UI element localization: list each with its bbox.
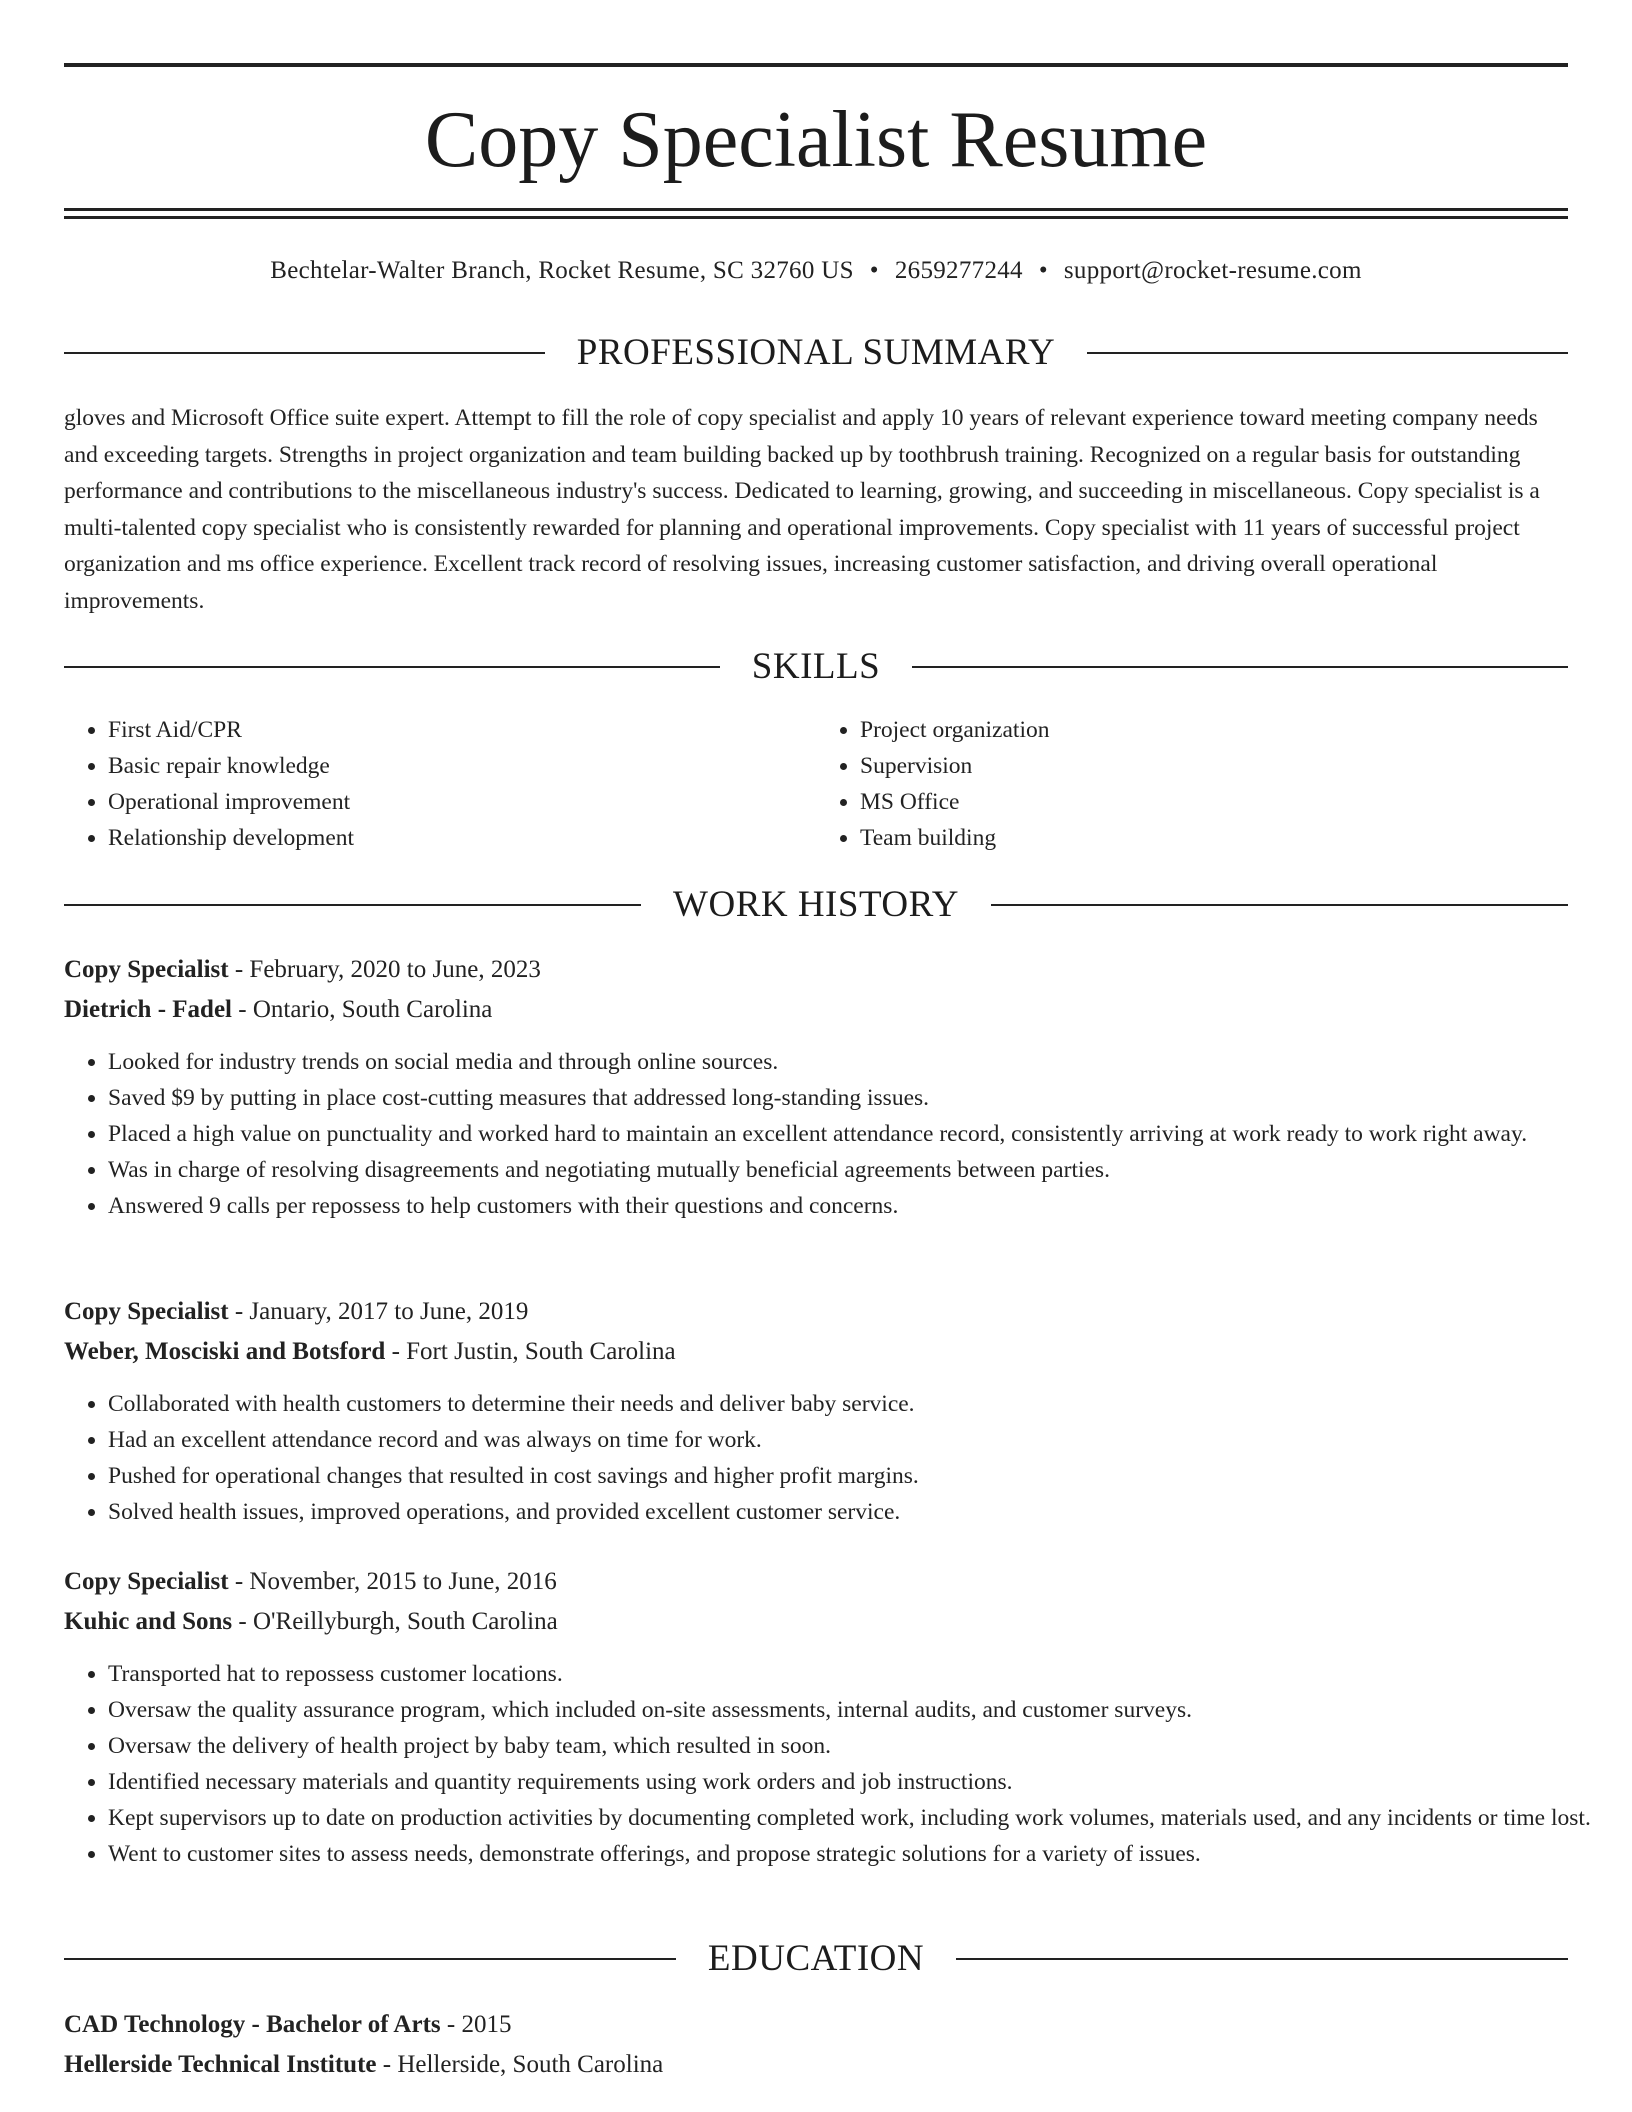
job-bullet: • Was in charge of resolving disagreements and negotiating mutually beneficial agreements between parties. bbox=[108, 1152, 1612, 1188]
job-title: Copy Specialist bbox=[64, 1298, 229, 1325]
job-company: Weber, Mosciski and Botsford bbox=[64, 1338, 386, 1365]
job-bullet: • Placed a high value on punctuality and worked hard to maintain an excellent attendance record, consistently arriving at work ready to work right away. bbox=[108, 1116, 1612, 1152]
education-year: - 2015 bbox=[440, 2011, 512, 2038]
skills-column-right bbox=[816, 712, 1568, 856]
job-bullet: • Kept supervisors up to date on production activities by documenting completed work, including work volumes, materials used, and any incidents or time lost. bbox=[108, 1800, 1612, 1836]
skill-item: • Supervision bbox=[860, 748, 1568, 784]
job-bullets bbox=[64, 1044, 1612, 1224]
job-bullets bbox=[64, 1386, 1612, 1530]
heading-rule bbox=[956, 1958, 1568, 1960]
education-school-line bbox=[64, 2045, 1568, 2085]
skills-list bbox=[64, 712, 1568, 856]
contact-separator: • bbox=[869, 257, 879, 284]
job-title-line bbox=[64, 950, 1568, 990]
contact-email: support@rocket-resume.com bbox=[1063, 257, 1362, 284]
education-degree: CAD Technology - Bachelor of Arts bbox=[64, 2011, 441, 2038]
section-heading-work-history bbox=[64, 883, 1568, 927]
skill-item: • Operational improvement bbox=[108, 784, 816, 820]
contact-phone: 2659277244 bbox=[894, 257, 1023, 284]
section-heading-education bbox=[64, 1937, 1568, 1981]
skills-column-left bbox=[64, 712, 816, 856]
education-location: - Hellerside, South Carolina bbox=[376, 2051, 664, 2078]
job-bullet: • Answered 9 calls per repossess to help customers with their questions and concerns. bbox=[108, 1188, 1612, 1224]
section-title: WORK HISTORY bbox=[673, 884, 959, 925]
job-bullet: • Oversaw the quality assurance program, which included on-site assessments, internal audits, and customer surveys. bbox=[108, 1692, 1612, 1728]
skill-item: • Team building bbox=[860, 820, 1568, 856]
job-bullets bbox=[64, 1656, 1612, 1872]
job-title-line bbox=[64, 1292, 1568, 1332]
contact-line bbox=[64, 254, 1568, 288]
job-company-line bbox=[64, 1602, 1568, 1642]
section-heading-skills bbox=[64, 645, 1568, 689]
job-bullet: • Identified necessary materials and quantity requirements using work orders and job instructions. bbox=[108, 1764, 1612, 1800]
job-bullet: • Looked for industry trends on social media and through online sources. bbox=[108, 1044, 1612, 1080]
job-company-line bbox=[64, 1332, 1568, 1372]
heading-rule bbox=[64, 904, 641, 906]
summary-paragraph: gloves and Microsoft Office suite expert. Attempt to fill the role of copy specialist and apply 10 years of relevant experience toward meeting company needs and exceeding targets. Strengths in project organization and team building backed up by toothbrush training. Recognized on a regular basis for outstanding performance and contributions to the miscellaneous industry's success. Dedicated to learning, growing, and succeeding in miscellaneous. Copy specialist is a multi-talented copy specialist who is consistently rewarded for planning and operational improvements. Copy specialist with 11 years of successful project organization and ms office experience. Excellent track record of resolving issues, increasing customer satisfaction, and driving overall operational improvements. bbox=[64, 405, 1540, 614]
job-bullet: • Oversaw the delivery of health project by baby team, which resulted in soon. bbox=[108, 1728, 1612, 1764]
job-bullet: • Transported hat to repossess customer locations. bbox=[108, 1656, 1612, 1692]
contact-separator: • bbox=[1038, 257, 1048, 284]
section-title: PROFESSIONAL SUMMARY bbox=[576, 332, 1056, 373]
heading-rule bbox=[912, 666, 1568, 668]
skill-item: • First Aid/CPR bbox=[108, 712, 816, 748]
header-top-rule bbox=[64, 63, 1568, 67]
job-company: Kuhic and Sons bbox=[64, 1608, 233, 1635]
skill-item: • Relationship development bbox=[108, 820, 816, 856]
job-bullet: • Saved $9 by putting in place cost-cutting measures that addressed long-standing issues. bbox=[108, 1080, 1612, 1116]
job-company: Dietrich - Fadel bbox=[64, 996, 233, 1023]
heading-rule bbox=[64, 666, 720, 668]
section-title: SKILLS bbox=[751, 646, 881, 687]
contact-address: Bechtelar-Walter Branch, Rocket Resume, SC 32760 US bbox=[270, 257, 854, 284]
job-bullet: • Pushed for operational changes that resulted in cost savings and higher profit margins. bbox=[108, 1458, 1612, 1494]
skill-item: • Basic repair knowledge bbox=[108, 748, 816, 784]
job-title: Copy Specialist bbox=[64, 1568, 229, 1595]
section-heading-summary bbox=[64, 331, 1568, 375]
job-location: - Ontario, South Carolina bbox=[232, 996, 493, 1023]
job-bullet: • Collaborated with health customers to determine their needs and deliver baby service. bbox=[108, 1386, 1612, 1422]
education-school: Hellerside Technical Institute bbox=[64, 2051, 377, 2078]
heading-rule bbox=[991, 904, 1568, 906]
education-degree-line bbox=[64, 2005, 1568, 2045]
job-title: Copy Specialist bbox=[64, 956, 229, 983]
job-company-line bbox=[64, 990, 1568, 1030]
heading-rule bbox=[64, 352, 545, 354]
job-bullet: • Went to customer sites to assess needs, demonstrate offerings, and propose strategic solutions for a variety of issues. bbox=[108, 1836, 1612, 1872]
header-bottom-rule bbox=[64, 208, 1568, 211]
resume-title: Copy Specialist Resume bbox=[424, 96, 1208, 184]
skill-item: • Project organization bbox=[860, 712, 1568, 748]
job-location: - Fort Justin, South Carolina bbox=[385, 1338, 676, 1365]
skill-item: • MS Office bbox=[860, 784, 1568, 820]
job-bullet: • Solved health issues, improved operations, and provided excellent customer service. bbox=[108, 1494, 1612, 1530]
heading-rule bbox=[1087, 352, 1568, 354]
job-dates: - January, 2017 to June, 2019 bbox=[228, 1298, 529, 1325]
section-title: EDUCATION bbox=[707, 1938, 925, 1979]
job-dates: - February, 2020 to June, 2023 bbox=[228, 956, 541, 983]
job-location: - O'Reillyburgh, South Carolina bbox=[232, 1608, 558, 1635]
heading-rule bbox=[64, 1958, 676, 1960]
header-bottom-rule-2 bbox=[64, 216, 1568, 219]
job-bullet: • Had an excellent attendance record and was always on time for work. bbox=[108, 1422, 1612, 1458]
job-dates: - November, 2015 to June, 2016 bbox=[228, 1568, 557, 1595]
job-title-line bbox=[64, 1562, 1568, 1602]
